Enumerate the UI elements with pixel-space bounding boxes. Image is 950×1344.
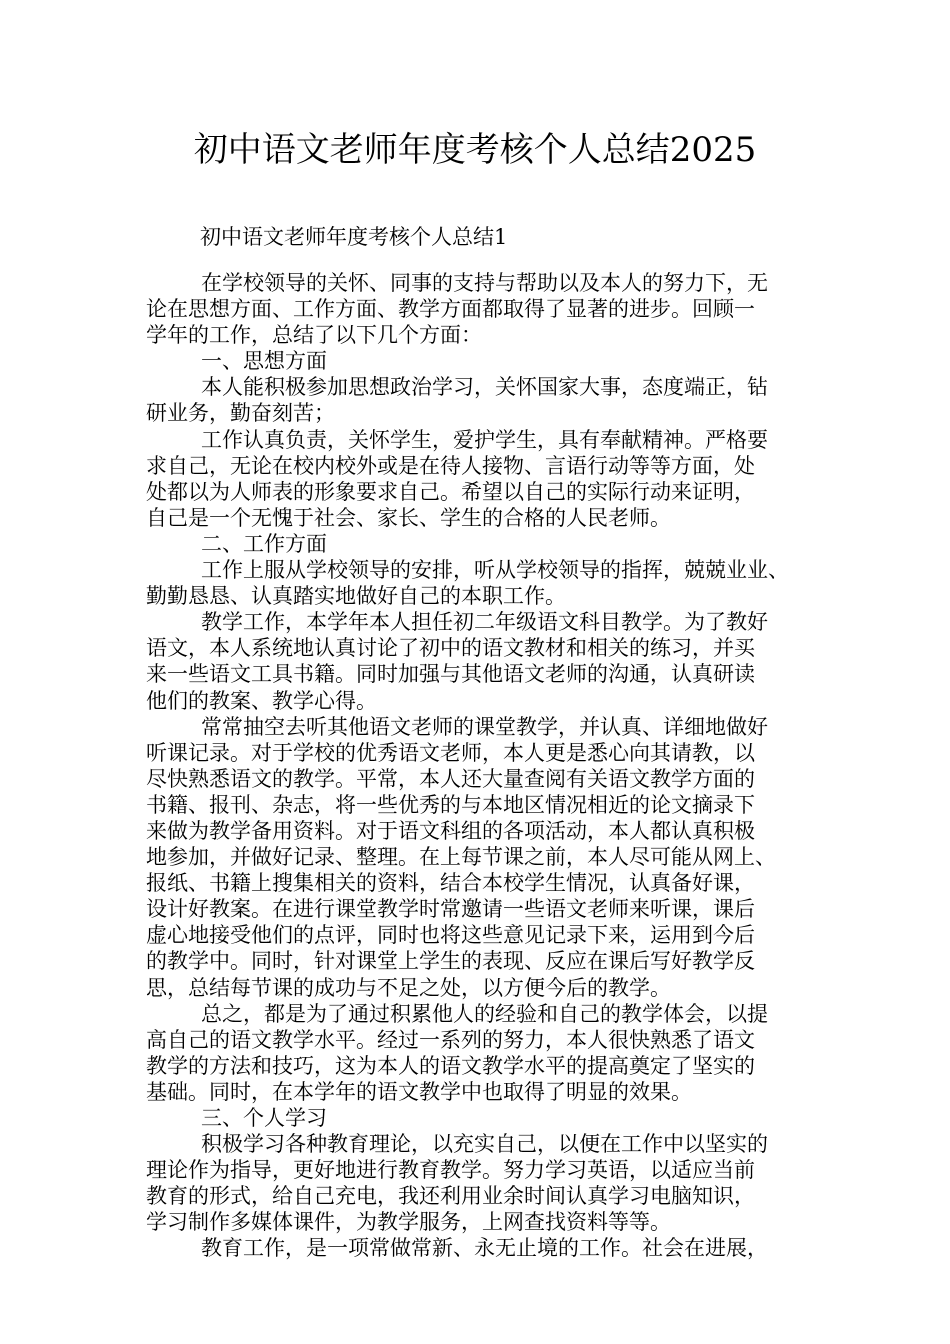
body-text-line: 教学的方法和技巧，这为本人的语文教学水平的提高奠定了坚实的: [146, 1053, 755, 1078]
body-text-line: 语文，本人系统地认真讨论了初中的语文教材和相关的练习，并买: [146, 636, 755, 661]
body-text-line: 尽快熟悉语文的教学。平常，本人还大量查阅有关语文教学方面的: [146, 766, 755, 791]
body-text-line: 他们的教案、教学心得。: [146, 688, 377, 713]
body-text-line: 教育的形式，给自己充电，我还利用业余时间认真学习电脑知识，: [146, 1184, 755, 1209]
body-text-line: 研业务，勤奋刻苦；: [146, 401, 335, 426]
body-text-line: 思，总结每节课的成功与不足之处，以方便今后的教学。: [146, 975, 671, 1000]
body-text-line: 高自己的语文教学水平。经过一系列的努力，本人很快熟悉了语文: [146, 1027, 755, 1052]
body-text-line: 求自己，无论在校内校外或是在待人接物、言语行动等等方面，处: [146, 453, 755, 478]
body-text-line: 来做为教学备用资料。对于语文科组的各项活动，本人都认真积极: [146, 818, 755, 843]
body-text-line: 地参加，并做好记录、整理。在上每节课之前，本人尽可能从网上、: [146, 845, 776, 870]
body-text-line: 工作上服从学校领导的安排，听从学校领导的指挥，兢兢业业、: [201, 558, 789, 583]
body-text-line: 来一些语文工具书籍。同时加强与其他语文老师的沟通，认真研读: [146, 662, 755, 687]
body-text-line: 处都以为人师表的形象要求自己。希望以自己的实际行动来证明，: [146, 479, 755, 504]
body-text-line: 本人能积极参加思想政治学习，关怀国家大事，态度端正，钻: [201, 375, 768, 400]
body-text-line: 学年的工作，总结了以下几个方面：: [146, 323, 482, 348]
body-text-line: 学习制作多媒体课件，为教学服务，上网查找资料等等。: [146, 1210, 671, 1235]
body-text-line: 总之，都是为了通过积累他人的经验和自己的教学体会，以提: [201, 1001, 768, 1026]
document-title: 初中语文老师年度考核个人总结2025: [193, 130, 757, 170]
body-text-line: 教育工作，是一项常做常新、永无止境的工作。社会在进展，: [201, 1236, 768, 1261]
body-text-line: 听课记录。对于学校的优秀语文老师，本人更是悉心向其请教，以: [146, 740, 755, 765]
document-body: [146, 270, 816, 1262]
body-text-line: 论在思想方面、工作方面、教学方面都取得了显著的进步。回顾一: [146, 297, 755, 322]
body-text-line: 积极学习各种教育理论，以充实自己，以便在工作中以坚实的: [201, 1132, 768, 1157]
body-text-line: 三、个人学习: [201, 1106, 327, 1130]
body-text-line: 在学校领导的关怀、同事的支持与帮助以及本人的努力下，无: [201, 271, 768, 295]
document-subtitle: 初中语文老师年度考核个人总结1: [200, 225, 508, 249]
body-text-line: 报纸、书籍上搜集相关的资料，结合本校学生情况，认真备好课，: [146, 871, 755, 896]
body-text-line: 的教学中。同时，针对课堂上学生的表现、反应在课后写好教学反: [146, 949, 755, 974]
body-text-line: 一、思想方面: [201, 349, 327, 374]
body-text-line: 二、工作方面: [201, 531, 327, 556]
body-text-line: 自己是一个无愧于社会、家长、学生的合格的人民老师。: [146, 505, 671, 530]
body-text-line: 书籍、报刊、杂志，将一些优秀的与本地区情况相近的论文摘录下: [146, 792, 755, 817]
body-text-line: 常常抽空去听其他语文老师的课堂教学，并认真、详细地做好: [201, 714, 768, 739]
body-text-line: 基础。同时，在本学年的语文教学中也取得了明显的效果。: [146, 1079, 692, 1104]
body-text-line: 工作认真负责，关怀学生，爱护学生，具有奉献精神。严格要: [201, 427, 768, 452]
body-text-line: 理论作为指导，更好地进行教育教学。努力学习英语，以适应当前: [146, 1158, 755, 1183]
body-text-line: 设计好教案。在进行课堂教学时常邀请一些语文老师来听课，课后: [146, 897, 755, 922]
body-text-line: 教学工作，本学年本人担任初二年级语文科目教学。为了教好: [201, 610, 768, 635]
body-text-line: 勤勤恳恳、认真踏实地做好自己的本职工作。: [146, 584, 566, 609]
body-text-line: 虚心地接受他们的点评，同时也将这些意见记录下来，运用到今后: [146, 923, 755, 948]
